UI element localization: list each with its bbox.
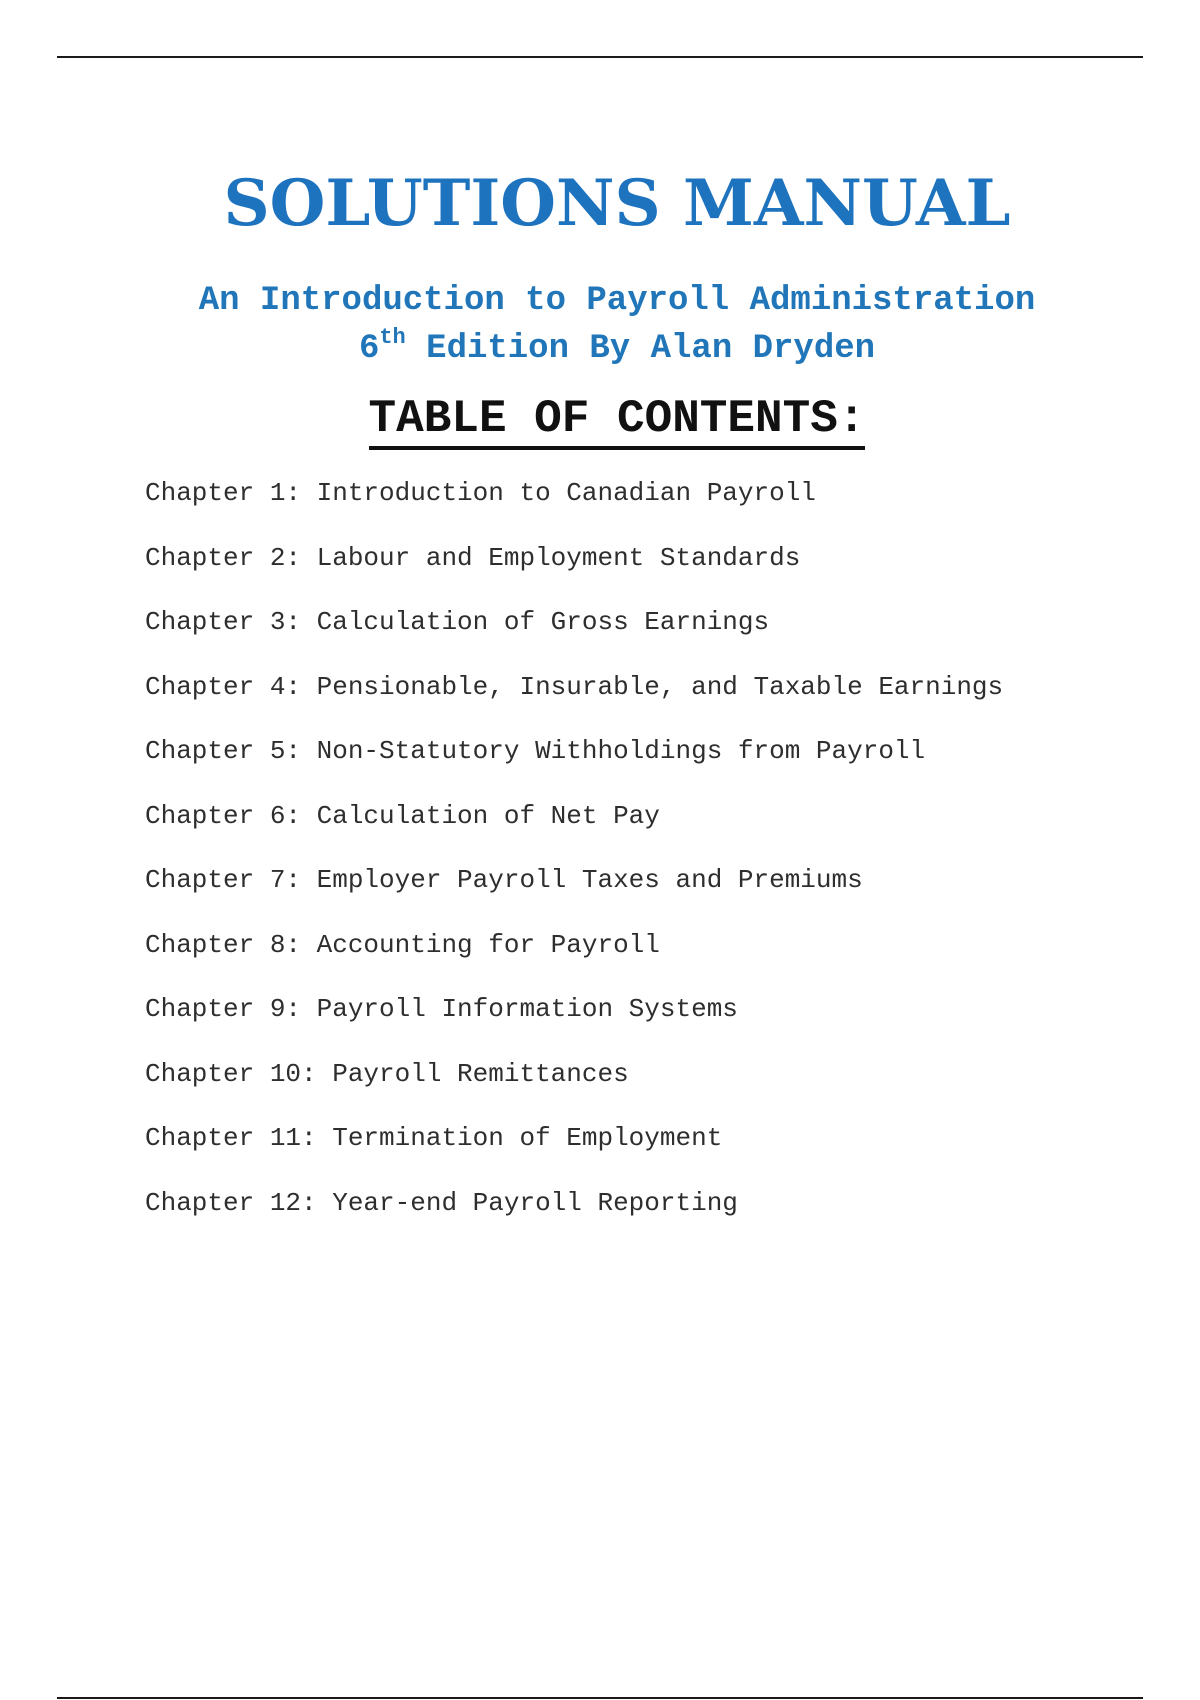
document-title: SOLUTIONS MANUAL [223, 166, 1011, 241]
toc-item-chapter-7: Chapter 7: Employer Payroll Taxes and Premiums [145, 865, 863, 895]
toc-item-chapter-9: Chapter 9: Payroll Information Systems [145, 994, 738, 1024]
edition-suffix: th [379, 325, 406, 350]
toc-item-chapter-6: Chapter 6: Calculation of Net Pay [145, 800, 660, 831]
toc-item-chapter-4: Chapter 4: Pensionable, Insurable, and Taxable Earnings [145, 671, 1004, 702]
toc-item-chapter-5: Chapter 5: Non-Statutory Withholdings from Payroll [145, 736, 926, 766]
toc-item-chapter-10: Chapter 10: Payroll Remittances [145, 1058, 629, 1089]
toc-item-chapter-2: Chapter 2: Labour and Employment Standards [145, 542, 801, 573]
book-title: An Introduction to Payroll Administration [198, 282, 1036, 320]
toc-item-chapter-3: Chapter 3: Calculation of Gross Earnings [145, 607, 770, 637]
toc-heading: TABLE OF CONTENTS: [369, 396, 866, 450]
bottom-rule [57, 1697, 1143, 1699]
edition-author-line [0, 325, 1200, 368]
toc-item-chapter-12: Chapter 12: Year-end Payroll Reporting [145, 1187, 738, 1218]
toc-heading-container [0, 393, 1200, 450]
toc-item-chapter-8: Chapter 8: Accounting for Payroll [145, 929, 660, 960]
edition-author-text: Edition By Alan Dryden [405, 330, 876, 368]
edition-number: 6 [358, 330, 380, 368]
top-rule [57, 56, 1143, 58]
toc-item-chapter-1: Chapter 1: Introduction to Canadian Payroll [145, 478, 816, 508]
toc-list [145, 476, 1003, 1250]
toc-item-chapter-11: Chapter 11: Termination of Employment [145, 1123, 723, 1153]
